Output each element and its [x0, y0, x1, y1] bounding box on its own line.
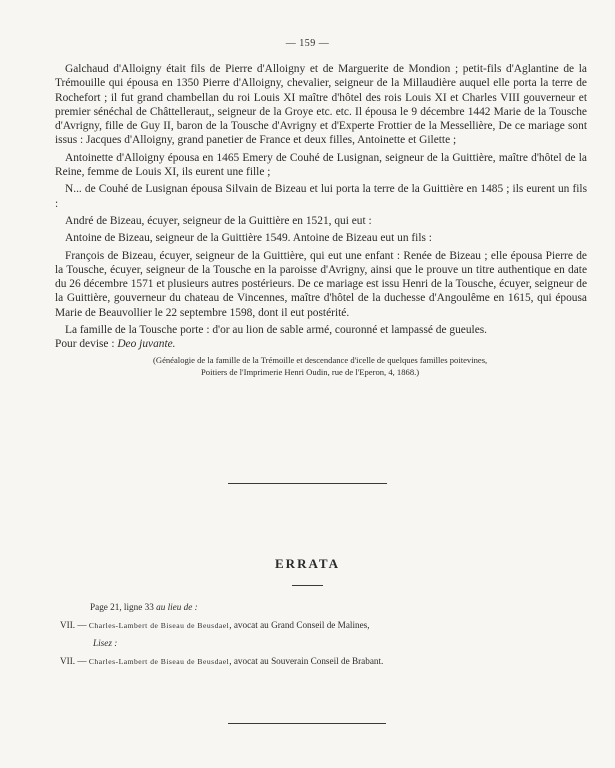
errata-right-rest: , avocat au Souverain Conseil de Brabant.	[229, 656, 384, 666]
source-citation	[55, 354, 587, 378]
divider-top	[228, 483, 387, 484]
errata-wrong-rest: , avocat au Grand Conseil de Malines,	[229, 620, 370, 630]
page-number: — 159 —	[285, 38, 330, 49]
paragraph-galchaud: Galchaud d'Alloigny était fils de Pierre d'Alloigny et de Marguerite de Mondion ; petit-fils d'Aglantine de la Trémouille qui épousa en 1350 Pierre d'Alloigny, chevalier, seigneur de la Millaudière auquel elle porta la terre de Rochefort ; il fut grand chambellan du roi Louis XI maître d'hôtel des rois Louis XI et Charles VIII gouverneur et premier sénéchal de Châttelleraut,, seigneur de la Groye etc. etc. Il épousa le 9 décembre 1442 Marie de la Tousche d'Avrigny, fille de Guy II, baron de la Tousche d'Avrigny et d'Experte Frottier de la Messellière, De ce mariage sont issus : Jacques d'Alloigny, grand panetier de France et deux filles, Antoinette et Gilette ;	[55, 63, 587, 147]
errata-right-entry	[60, 655, 383, 668]
devise-line	[55, 337, 587, 351]
paragraph-couhe: N... de Couhé de Lusignan épousa Silvain de Bizeau et lui porta la terre de la Guittière en 1485 ; ils eurent un fils :	[55, 183, 587, 210]
errata-ref-instead: au lieu de :	[156, 602, 198, 612]
errata-wrong-entry	[60, 619, 370, 632]
errata-wrong-name: Charles-Lambert de Biseau de Beusdael	[88, 621, 230, 630]
divider-bottom	[228, 723, 386, 724]
errata-right-num: VII. —	[60, 656, 89, 666]
source-line-2: Poitiers de l'Imprimerie Henri Oudin, rue de l'Eperon, 4, 1868.)	[201, 366, 420, 377]
errata-right-name: Charles-Lambert de Biseau de Beusdael	[88, 657, 230, 666]
paragraph-armorial: La famille de la Tousche porte : d'or au lion de sable armé, couronné et lampassé de gueules.	[65, 324, 488, 337]
errata-reference	[90, 601, 198, 613]
errata-title: ERRATA	[275, 556, 340, 571]
genealogy-text	[55, 62, 587, 381]
errata-wrong-num: VII. —	[60, 620, 89, 630]
paragraph-antoinette: Antoinette d'Alloigny épousa en 1465 Emery de Couhé de Lusignan, seigneur de la Guittière, maître d'hôtel de la Reine, femme de Louis XI, ils eurent une fille ;	[55, 151, 587, 179]
paragraph-antoine: Antoine de Bizeau, seigneur de la Guittière 1549. Antoine de Bizeau eut un fils :	[65, 232, 432, 245]
devise-motto: Deo juvante.	[117, 338, 176, 351]
paragraph-francois: François de Bizeau, écuyer, seigneur de la Guittière, qui eut une enfant : Renée de Bizeau ; elle épousa Pierre de la Tousche, écuyer, seigneur de la Tousche en la paroisse d'Avrigny, ainsi que le prouve un titre authentique en date du 26 décembre 1571 et plusieurs autres postérieurs. De ce mariage est issu Henri de la Tousche, écuyer, seigneur de la Guittière, gouverneur du chateau de Vincennes, maître d'hôtel de la duchesse d'Angoulême en 1615, qui épousa Marie de Beauvollier le 22 septembre 1598, dont il eut postérité.	[55, 249, 587, 319]
source-line-1: (Généalogie de la famille de la Trémoille et descendance d'icelle de quelques familles poitevines,	[153, 354, 488, 365]
paragraph-andre: André de Bizeau, écuyer, seigneur de la Guittière en 1521, qui eut :	[65, 214, 372, 227]
errata-read-label: Lisez :	[93, 638, 118, 648]
devise-label: Pour devise :	[55, 338, 118, 351]
errata-underline	[292, 585, 323, 586]
errata-ref-prefix: Page 21, ligne 33	[90, 602, 157, 612]
